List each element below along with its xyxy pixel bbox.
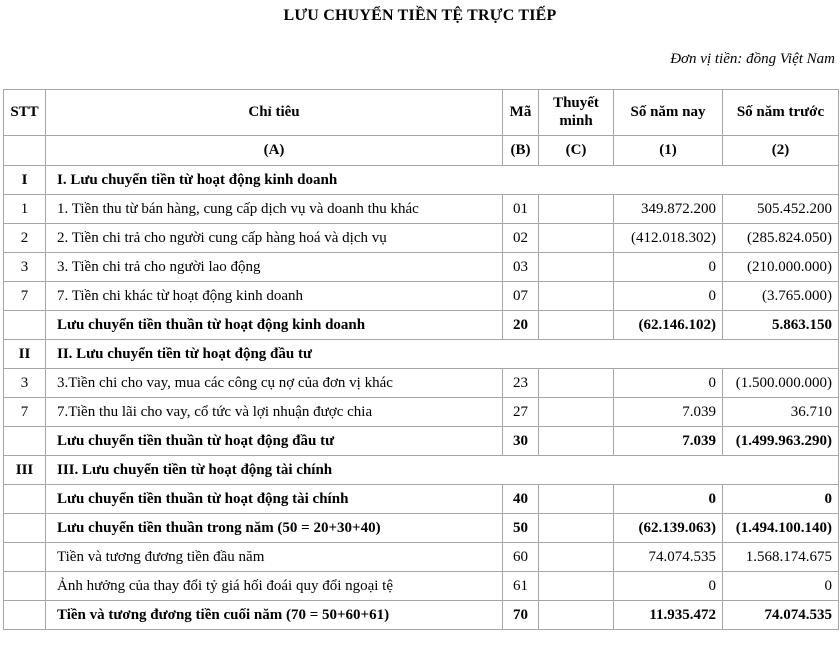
stt-cell (4, 514, 46, 543)
table-row (4, 311, 839, 340)
current-year-cell: 0 (614, 485, 723, 514)
criteria-cell: 3. Tiền chi trả cho người lao động (46, 253, 503, 282)
current-year-cell: 0 (614, 253, 723, 282)
notes-cell (539, 427, 614, 456)
current-year-cell: 0 (614, 369, 723, 398)
page-title: LƯU CHUYỂN TIỀN TỆ TRỰC TIẾP (283, 7, 557, 24)
notes-cell (539, 224, 614, 253)
notes-cell (539, 253, 614, 282)
header-row (4, 90, 839, 136)
section-row (4, 456, 839, 485)
prior-year-cell: (1.499.963.290) (723, 427, 839, 456)
col-header-current-year: Số năm nay (614, 90, 723, 136)
stt-cell: 7 (4, 282, 46, 311)
notes-cell (539, 282, 614, 311)
prior-year-cell: 5.863.150 (723, 311, 839, 340)
current-year-cell: 7.039 (614, 427, 723, 456)
code-cell: 02 (503, 224, 539, 253)
criteria-cell: Tiền và tương đương tiền cuối năm (70 = 50+60+61) (46, 601, 503, 630)
notes-cell (539, 369, 614, 398)
notes-cell (539, 514, 614, 543)
table-row (4, 224, 839, 253)
stt-cell (4, 572, 46, 601)
code-cell: 01 (503, 195, 539, 224)
code-cell: 70 (503, 601, 539, 630)
col-subheader-stt (4, 136, 46, 166)
current-year-cell: 349.872.200 (614, 195, 723, 224)
criteria-cell: Ảnh hưởng của thay đổi tỷ giá hối đoái quy đổi ngoại tệ (46, 572, 503, 601)
table-row (4, 282, 839, 311)
prior-year-cell: 0 (723, 572, 839, 601)
current-year-cell: 74.074.535 (614, 543, 723, 572)
code-cell: 03 (503, 253, 539, 282)
col-subheader-current-year: (1) (614, 136, 723, 166)
table-row (4, 398, 839, 427)
stt-cell: III (4, 456, 46, 485)
notes-cell (539, 195, 614, 224)
prior-year-cell: 36.710 (723, 398, 839, 427)
stt-cell (4, 311, 46, 340)
current-year-cell: 0 (614, 282, 723, 311)
criteria-cell: I. Lưu chuyển tiền từ hoạt động kinh doanh (46, 166, 839, 195)
criteria-cell: 2. Tiền chi trả cho người cung cấp hàng hoá và dịch vụ (46, 224, 503, 253)
notes-cell (539, 398, 614, 427)
stt-cell (4, 543, 46, 572)
stt-cell (4, 601, 46, 630)
table-row (4, 195, 839, 224)
notes-cell (539, 543, 614, 572)
prior-year-cell: (1.494.100.140) (723, 514, 839, 543)
criteria-cell: 7.Tiền thu lãi cho vay, cổ tức và lợi nhuận được chia (46, 398, 503, 427)
stt-cell (4, 427, 46, 456)
prior-year-cell: 0 (723, 485, 839, 514)
notes-cell (539, 572, 614, 601)
notes-cell (539, 485, 614, 514)
table-row (4, 543, 839, 572)
current-year-cell: (62.146.102) (614, 311, 723, 340)
code-cell: 61 (503, 572, 539, 601)
col-header-code: Mã (503, 90, 539, 136)
criteria-cell: Lưu chuyển tiền thuần từ hoạt động đầu tư (46, 427, 503, 456)
prior-year-cell: 505.452.200 (723, 195, 839, 224)
stt-cell: 3 (4, 253, 46, 282)
current-year-cell: (62.139.063) (614, 514, 723, 543)
stt-cell: I (4, 166, 46, 195)
col-subheader-prior-year: (2) (723, 136, 839, 166)
currency-unit-note: Đơn vị tiền: đồng Việt Nam (670, 51, 835, 67)
current-year-cell: 7.039 (614, 398, 723, 427)
criteria-cell: III. Lưu chuyển tiền từ hoạt động tài chính (46, 456, 839, 485)
current-year-cell: 0 (614, 572, 723, 601)
table-row (4, 514, 839, 543)
stt-cell (4, 485, 46, 514)
prior-year-cell: 74.074.535 (723, 601, 839, 630)
prior-year-cell: (210.000.000) (723, 253, 839, 282)
col-subheader-code: (B) (503, 136, 539, 166)
table-row (4, 572, 839, 601)
section-row (4, 166, 839, 195)
stt-cell: 2 (4, 224, 46, 253)
code-cell: 30 (503, 427, 539, 456)
criteria-cell: Lưu chuyển tiền thuần từ hoạt động kinh doanh (46, 311, 503, 340)
code-cell: 50 (503, 514, 539, 543)
table-row (4, 485, 839, 514)
table-header (4, 90, 839, 166)
table-row (4, 601, 839, 630)
criteria-cell: Lưu chuyển tiền thuần trong năm (50 = 20+30+40) (46, 514, 503, 543)
stt-cell: 1 (4, 195, 46, 224)
col-header-notes: Thuyết minh (539, 90, 614, 136)
criteria-cell: Tiền và tương đương tiền đầu năm (46, 543, 503, 572)
col-header-prior-year: Số năm trước (723, 90, 839, 136)
cash-flow-table (3, 89, 839, 630)
criteria-cell: Lưu chuyển tiền thuần từ hoạt động tài chính (46, 485, 503, 514)
table-row (4, 427, 839, 456)
prior-year-cell: (285.824.050) (723, 224, 839, 253)
notes-cell (539, 311, 614, 340)
table-body (4, 166, 839, 630)
code-cell: 23 (503, 369, 539, 398)
criteria-cell: II. Lưu chuyển tiền từ hoạt động đầu tư (46, 340, 839, 369)
col-header-criteria: Chỉ tiêu (46, 90, 503, 136)
stt-cell: 3 (4, 369, 46, 398)
code-cell: 27 (503, 398, 539, 427)
prior-year-cell: 1.568.174.675 (723, 543, 839, 572)
col-header-stt: STT (4, 90, 46, 136)
current-year-cell: (412.018.302) (614, 224, 723, 253)
criteria-cell: 3.Tiền chi cho vay, mua các công cụ nợ của đơn vị khác (46, 369, 503, 398)
current-year-cell: 11.935.472 (614, 601, 723, 630)
prior-year-cell: (3.765.000) (723, 282, 839, 311)
table-row (4, 369, 839, 398)
subheader-row (4, 136, 839, 166)
criteria-cell: 1. Tiền thu từ bán hàng, cung cấp dịch vụ và doanh thu khác (46, 195, 503, 224)
col-subheader-notes: (C) (539, 136, 614, 166)
col-subheader-criteria: (A) (46, 136, 503, 166)
section-row (4, 340, 839, 369)
prior-year-cell: (1.500.000.000) (723, 369, 839, 398)
code-cell: 40 (503, 485, 539, 514)
table-row (4, 253, 839, 282)
stt-cell: II (4, 340, 46, 369)
criteria-cell: 7. Tiền chi khác từ hoạt động kinh doanh (46, 282, 503, 311)
code-cell: 60 (503, 543, 539, 572)
code-cell: 20 (503, 311, 539, 340)
code-cell: 07 (503, 282, 539, 311)
notes-cell (539, 601, 614, 630)
stt-cell: 7 (4, 398, 46, 427)
